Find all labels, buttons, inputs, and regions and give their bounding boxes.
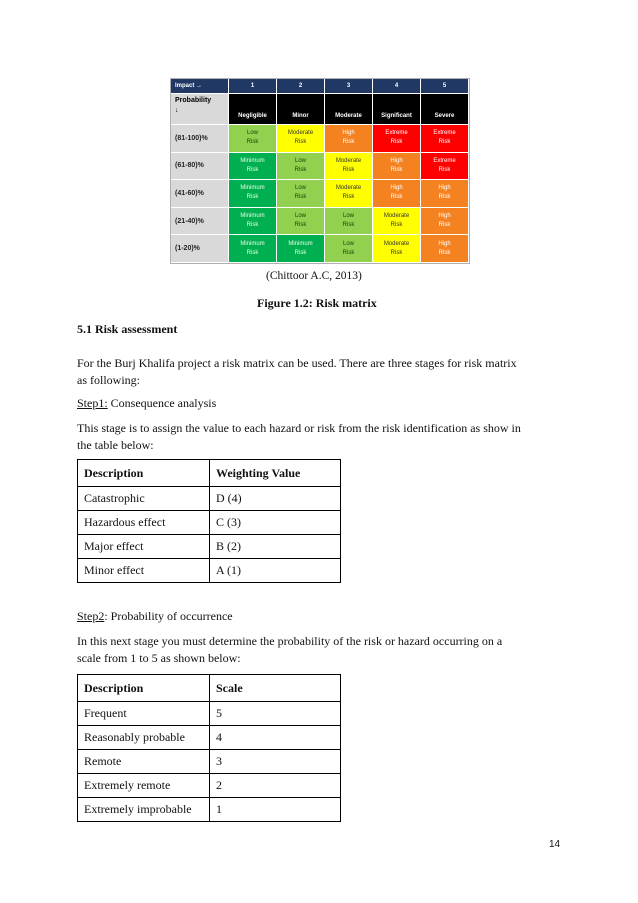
intro-line-1: For the Burj Khalifa project a risk matrix can be used. There are three stages for risk matrix — [77, 356, 517, 370]
matrix-risk-text: Minimum — [240, 240, 265, 247]
matrix-risk-cell — [325, 208, 373, 236]
matrix-risk-text: Moderate — [383, 240, 410, 247]
table-row — [78, 702, 341, 726]
matrix-risk-cell — [325, 125, 373, 153]
matrix-risk-cell — [277, 208, 325, 236]
matrix-row — [171, 125, 469, 153]
matrix-impact-number: 2 — [277, 79, 325, 94]
table-row — [78, 750, 341, 774]
table-cell: Extremely remote — [78, 774, 210, 798]
matrix-row — [171, 235, 469, 263]
matrix-risk-cell — [277, 180, 325, 208]
matrix-risk-cell — [421, 153, 469, 181]
step1-title: Consequence analysis — [107, 396, 217, 410]
step2-heading — [77, 608, 233, 625]
matrix-risk-cell — [325, 235, 373, 263]
matrix-risk-text: Extreme — [385, 130, 408, 137]
table-header-row — [78, 675, 341, 702]
table-cell: C (3) — [210, 511, 341, 535]
table-row — [78, 798, 341, 822]
table-cell: D (4) — [210, 487, 341, 511]
table-cell: 4 — [210, 726, 341, 750]
matrix-risk-cell — [373, 235, 421, 263]
probability-table — [77, 674, 341, 822]
matrix-risk-text: Risk — [246, 166, 259, 173]
table-cell: 5 — [210, 702, 341, 726]
matrix-impact-label: Minor — [277, 94, 325, 125]
matrix-row — [171, 208, 469, 236]
matrix-risk-cell — [229, 125, 277, 153]
matrix-impact-header: Impact → — [171, 79, 229, 94]
step1-line-1: This stage is to assign the value to each hazard or risk from the risk identification as show in — [77, 421, 521, 435]
step2-label: Step2 — [77, 609, 105, 623]
table-cell: Reasonably probable — [78, 726, 210, 750]
matrix-risk-cell — [373, 125, 421, 153]
matrix-risk-text: Risk — [294, 166, 307, 173]
table-row — [78, 774, 341, 798]
matrix-risk-cell — [325, 153, 373, 181]
table-row — [78, 559, 341, 583]
figure-caption: Figure 1.2: Risk matrix — [257, 296, 377, 310]
table-row — [78, 511, 341, 535]
table-cell: Hazardous effect — [78, 511, 210, 535]
matrix-risk-text: Low — [246, 130, 258, 137]
table-row — [78, 487, 341, 511]
matrix-row — [171, 153, 469, 181]
matrix-impact-label: Significant — [373, 94, 421, 125]
matrix-impact-number: 3 — [325, 79, 373, 94]
matrix-risk-text: Risk — [438, 222, 451, 229]
page-number: 14 — [549, 839, 561, 850]
matrix-risk-text: High — [390, 185, 403, 192]
table-cell: 2 — [210, 774, 341, 798]
matrix-risk-text: High — [342, 130, 355, 137]
step1-heading — [77, 395, 216, 412]
matrix-probability-label: (61-80)% — [171, 153, 229, 181]
matrix-risk-text: Risk — [438, 249, 451, 256]
matrix-risk-text: Risk — [390, 249, 403, 256]
table-header-cell: Description — [78, 460, 210, 487]
matrix-risk-text: Risk — [294, 249, 307, 256]
section-heading: 5.1 Risk assessment — [77, 322, 178, 336]
matrix-risk-text: High — [438, 213, 451, 220]
step1-line-2: the table below: — [77, 438, 154, 452]
table-cell: B (2) — [210, 535, 341, 559]
matrix-risk-text: Extreme — [433, 157, 456, 164]
table-header-cell: Weighting Value — [210, 460, 341, 487]
intro-line-2: as following: — [77, 373, 140, 387]
matrix-risk-text: Risk — [390, 166, 403, 173]
matrix-risk-cell — [229, 153, 277, 181]
table-header-cell: Scale — [210, 675, 341, 702]
consequence-table — [77, 459, 341, 583]
matrix-risk-text: Risk — [342, 194, 355, 201]
matrix-risk-cell — [421, 208, 469, 236]
matrix-risk-text: Low — [294, 157, 306, 164]
figure-citation: (Chittoor A.C, 2013) — [266, 270, 362, 282]
matrix-risk-cell — [421, 235, 469, 263]
matrix-risk-text: High — [438, 185, 451, 192]
matrix-risk-text: Moderate — [383, 213, 410, 220]
matrix-risk-text: Minimum — [240, 185, 265, 192]
matrix-risk-cell — [373, 153, 421, 181]
matrix-risk-cell — [373, 208, 421, 236]
matrix-risk-cell — [229, 180, 277, 208]
table-cell: Frequent — [78, 702, 210, 726]
matrix-risk-text: Low — [342, 240, 354, 247]
table-cell: Minor effect — [78, 559, 210, 583]
matrix-impact-header-row — [171, 79, 469, 94]
matrix-risk-text: Low — [342, 213, 354, 220]
step2-title: : Probability of occurrence — [104, 609, 233, 623]
matrix-risk-text: Risk — [342, 166, 355, 173]
matrix-probability-label: (21-40)% — [171, 208, 229, 236]
matrix-risk-text: Extreme — [433, 130, 456, 137]
table-cell: Major effect — [78, 535, 210, 559]
table-cell: 1 — [210, 798, 341, 822]
matrix-impact-label-row — [171, 94, 469, 125]
table-header-row — [78, 460, 341, 487]
matrix-probability-label: (81-100)% — [171, 125, 229, 153]
matrix-risk-text: High — [438, 240, 451, 247]
matrix-risk-text: Risk — [294, 194, 307, 201]
matrix-probability-header — [171, 94, 229, 125]
matrix-risk-cell — [229, 235, 277, 263]
matrix-risk-text: High — [390, 157, 403, 164]
matrix-risk-text: Risk — [342, 249, 355, 256]
table-cell: Remote — [78, 750, 210, 774]
step1-label: Step1: — [77, 396, 108, 410]
matrix-risk-text: Risk — [246, 249, 259, 256]
matrix-risk-text: Moderate — [335, 157, 362, 164]
matrix-risk-text: Risk — [294, 222, 307, 229]
matrix-impact-number: 5 — [421, 79, 469, 94]
matrix-impact-label: Negligible — [229, 94, 277, 125]
matrix-risk-text: Minimum — [240, 157, 265, 164]
matrix-risk-cell — [421, 125, 469, 153]
table-row — [78, 535, 341, 559]
matrix-risk-cell — [373, 180, 421, 208]
table-row — [78, 726, 341, 750]
matrix-risk-text: Risk — [342, 222, 355, 229]
matrix-risk-cell — [277, 125, 325, 153]
table-cell: Catastrophic — [78, 487, 210, 511]
matrix-risk-text: Risk — [438, 166, 451, 173]
matrix-risk-cell — [229, 208, 277, 236]
matrix-risk-text: Moderate — [287, 130, 314, 137]
matrix-risk-text: Risk — [342, 139, 355, 146]
matrix-risk-text: Risk — [390, 139, 403, 146]
matrix-impact-number: 4 — [373, 79, 421, 94]
matrix-risk-cell — [277, 235, 325, 263]
matrix-row — [171, 180, 469, 208]
matrix-risk-text: Risk — [390, 194, 403, 201]
table-cell: 3 — [210, 750, 341, 774]
table-cell: A (1) — [210, 559, 341, 583]
table-header-cell: Description — [78, 675, 210, 702]
matrix-impact-number: 1 — [229, 79, 277, 94]
matrix-risk-text: Minimum — [240, 213, 265, 220]
matrix-risk-text: Low — [294, 213, 306, 220]
matrix-risk-text: Minimum — [288, 240, 313, 247]
table-cell: Extremely improbable — [78, 798, 210, 822]
matrix-impact-label: Severe — [421, 94, 469, 125]
matrix-risk-text: Risk — [246, 194, 259, 201]
matrix-risk-text: Low — [294, 185, 306, 192]
matrix-risk-cell — [421, 180, 469, 208]
matrix-risk-text: Risk — [438, 139, 451, 146]
probability-header-text: Probability — [175, 97, 212, 104]
matrix-risk-text: Risk — [294, 139, 307, 146]
matrix-probability-label: (1-20)% — [171, 235, 229, 263]
matrix-probability-label: (41-60)% — [171, 180, 229, 208]
matrix-impact-label: Moderate — [325, 94, 373, 125]
matrix-risk-cell — [325, 180, 373, 208]
down-arrow-icon: ↓ — [175, 107, 179, 114]
step2-line-2: scale from 1 to 5 as shown below: — [77, 651, 241, 665]
matrix-risk-text: Risk — [438, 194, 451, 201]
matrix-risk-text: Risk — [390, 222, 403, 229]
matrix-risk-text: Risk — [246, 139, 259, 146]
step2-line-1: In this next stage you must determine the probability of the risk or hazard occurring on a — [77, 634, 503, 648]
risk-matrix-figure — [170, 78, 470, 264]
matrix-risk-text: Risk — [246, 222, 259, 229]
matrix-risk-cell — [277, 153, 325, 181]
matrix-risk-text: Moderate — [335, 185, 362, 192]
